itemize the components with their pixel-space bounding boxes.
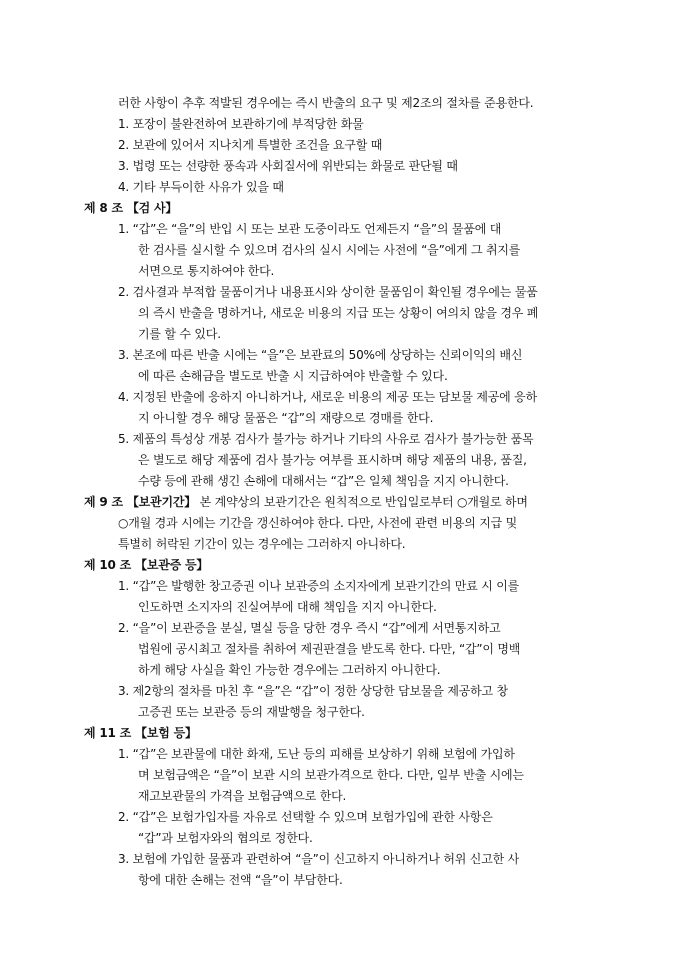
intro-line: 러한 사항이 추후 적발된 경우에는 즉시 반출의 요구 및 제2조의 절차를 준용한다.: [118, 96, 534, 110]
article-11-item-1-line-3: 재고보관물의 가격을 보험금액으로 한다.: [138, 789, 347, 803]
article-8-item-3-line-2: 에 따른 손해금을 별도로 반출 시 지급하여야 반출할 수 있다.: [138, 369, 448, 383]
article-8-item-2-line-3: 기를 할 수 있다.: [138, 327, 221, 341]
article-8-heading: 제 8 조 【검 사】: [84, 201, 178, 215]
article-8-item-5-line-2: 은 별도로 해당 제품에 검사 불가능 여부를 표시하며 해당 제품의 내용, 품질,: [138, 453, 527, 467]
article-10-item-1-line-1: 1. “갑”은 발행한 창고증권 이나 보관증의 소지자에게 보관기간의 만료 시 이를: [118, 579, 519, 593]
article-10-item-2-line-3: 하게 해당 사실을 확인 가능한 경우에는 그러하지 아니한다.: [138, 663, 441, 677]
article-8-item-1-line-2: 한 검사를 실시할 수 있으며 검사의 실시 시에는 사전에 “을”에게 그 취지를: [138, 243, 521, 257]
article-11-item-1-line-2: 며 보험금액은 “을”이 보관 시의 보관가격으로 한다. 다만, 일부 반출 시에는: [138, 768, 524, 782]
article-11-heading: 제 11 조 【보험 등】: [84, 726, 197, 740]
article-10-item-2-line-2: 법원에 공시최고 절차를 취하여 제권판결을 받도록 한다. 다만, “갑”이 명백: [138, 642, 521, 656]
article-11-item-3-line-2: 항에 대한 손해는 전액 “을”이 부담한다.: [138, 873, 343, 887]
article-8-item-5-line-1: 5. 제품의 특성상 개봉 검사가 불가능 하거나 기타의 사유로 검사가 불가능한 품목: [118, 432, 534, 446]
article-8-item-1-line-1: 1. “갑”은 “을”의 반입 시 또는 보관 도중이라도 언제든지 “을”의 물품에 대: [118, 222, 502, 236]
article-8-item-1-line-3: 서면으로 통지하여야 한다.: [138, 264, 275, 278]
article-9-text-line-3: 특별히 허락된 기간이 있는 경우에는 그러하지 아니하다.: [118, 537, 406, 551]
article-11-item-3-line-1: 3. 보험에 가입한 물품과 관련하여 “을”이 신고하지 아니하거나 허위 신고한 사: [118, 852, 519, 866]
article-8-item-2-line-1: 2. 검사결과 부적합 물품이거나 내용표시와 상이한 물품임이 확인될 경우에는 물품: [118, 285, 538, 299]
article-10-item-3-line-1: 3. 제2항의 절차를 마친 후 “을”은 “갑”이 정한 상당한 담보물을 제공하고 창: [118, 684, 508, 698]
intro-item-4: 4. 기타 부득이한 사유가 있을 때: [118, 180, 284, 194]
article-9-text-line-2: ○개월 경과 시에는 기간을 갱신하여야 한다. 다만, 사전에 관련 비용의 지급 및: [118, 516, 518, 530]
article-11-item-1-line-1: 1. “갑”은 보관물에 대한 화재, 도난 등의 피해를 보상하기 위해 보험에 가입하: [118, 747, 515, 761]
intro-item-1: 1. 포장이 불완전하여 보관하기에 부적당한 화물: [118, 117, 364, 131]
article-10-heading: 제 10 조 【보관증 등】: [84, 558, 209, 572]
article-11-item-2-line-2: “갑”과 보험자와의 협의로 정한다.: [138, 831, 313, 845]
article-9-first-line: [84, 494, 528, 510]
article-8-item-2-line-2: 의 즉시 반출을 명하거나, 새로운 비용의 지급 또는 상황이 여의치 않을 경우 폐: [138, 306, 539, 320]
article-9-heading: 제 9 조 【보관기간】: [84, 495, 197, 509]
intro-item-2: 2. 보관에 있어서 지나치게 특별한 조건을 요구할 때: [118, 138, 383, 152]
article-10-item-2-line-1: 2. “을”이 보관증을 분실, 멸실 등을 당한 경우 즉시 “갑”에게 서면통지하고: [118, 621, 501, 635]
article-8-item-4-line-2: 지 아니할 경우 해당 물품은 “갑”의 재량으로 경매를 한다.: [138, 411, 434, 425]
article-8-item-3-line-1: 3. 본조에 따른 반출 시에는 “을”은 보관료의 50%에 상당하는 신뢰이익의 배신: [118, 348, 523, 362]
article-9-text-line-1: 본 계약상의 보관기간은 원칙적으로 반입일로부터 ○개월로 하며: [199, 495, 528, 509]
intro-item-3: 3. 법령 또는 선량한 풍속과 사회질서에 위반되는 화물로 판단될 때: [118, 159, 458, 173]
article-8-item-4-line-1: 4. 지정된 반출에 응하지 아니하거나, 새로운 비용의 제공 또는 담보물 제공에 응하: [118, 390, 537, 404]
article-10-item-1-line-2: 인도하면 소지자의 진실여부에 대해 책임을 지지 아니한다.: [138, 600, 437, 614]
article-8-item-5-line-3: 수량 등에 관해 생긴 손해에 대해서는 “갑”은 일체 책임을 지지 아니한다.: [138, 474, 509, 488]
article-11-item-2-line-1: 2. “갑”은 보험가입자를 자유로 선택할 수 있으며 보험가입에 관한 사항은: [118, 810, 493, 824]
article-10-item-3-line-2: 고증권 또는 보관증 등의 재발행을 청구한다.: [138, 705, 365, 719]
